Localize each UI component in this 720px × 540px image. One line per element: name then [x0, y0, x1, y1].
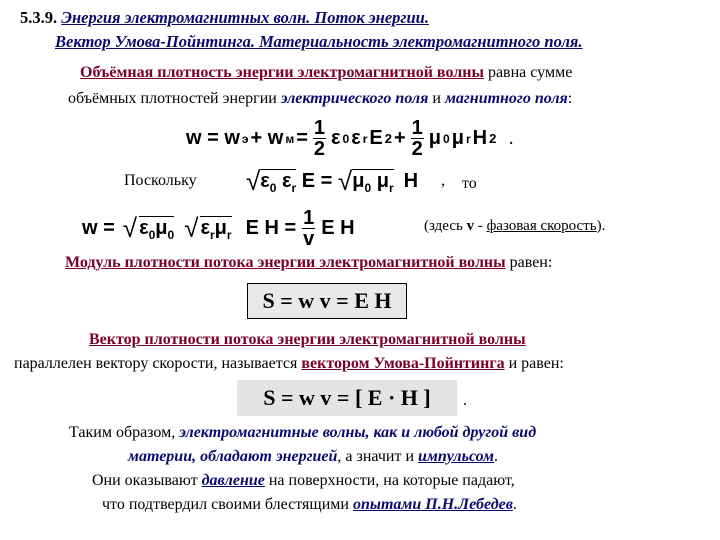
sqrt-content-2 — [352, 169, 393, 195]
formula-part: μ — [155, 216, 168, 239]
paragraph-poynting-vector — [89, 331, 526, 349]
term-pressure: давление — [201, 472, 265, 489]
text: : — [567, 90, 573, 107]
numerator: 1 — [411, 117, 423, 139]
text: , а значит и — [337, 448, 418, 465]
text: v — [466, 218, 475, 234]
formula-part: μ — [428, 127, 442, 149]
text: Таким образом, — [69, 424, 180, 441]
formula-part: μ — [376, 169, 389, 192]
sqrt-icon: √ — [246, 166, 261, 196]
formula-part: E — [369, 127, 383, 149]
numerator: 1 — [313, 117, 326, 139]
formula-part: + — [393, 127, 406, 149]
conclusion-line-2 — [128, 448, 498, 466]
paragraph-energy-density-2 — [68, 90, 572, 108]
formula-part: E H = — [245, 217, 297, 239]
formula-box-dot: . — [463, 392, 467, 409]
formula-part: μ — [352, 169, 365, 192]
formula-part: . — [508, 127, 514, 149]
subscript: r — [388, 180, 394, 195]
subscript: r — [209, 227, 215, 242]
formula-e-h-relation — [246, 166, 418, 197]
note-phase-velocity — [424, 218, 605, 235]
formula-part: ε — [200, 216, 210, 239]
term-phase-velocity: фазовая скорость — [486, 218, 597, 234]
denominator: v — [303, 228, 315, 250]
formula-part: μ — [214, 216, 227, 239]
then-label: то — [462, 175, 477, 192]
formula-part: μ — [451, 127, 464, 149]
conclusion-line-4 — [102, 496, 517, 514]
subscript: r — [291, 180, 297, 195]
superscript: 2 — [384, 131, 392, 146]
formula-box-vector-s — [237, 380, 457, 416]
text: ). — [596, 218, 606, 234]
text: объёмных плотностей энергии — [68, 90, 281, 107]
conclusion-line-3 — [92, 472, 515, 490]
text: равен: — [505, 254, 553, 271]
sqrt-icon: √ — [184, 213, 199, 243]
formula-part: H — [403, 170, 419, 192]
term-electric-field: электрического поля — [280, 90, 429, 107]
section-number: 5.3.9. — [20, 8, 58, 27]
sqrt-content-4 — [200, 216, 231, 242]
formula-part: ε — [282, 169, 292, 192]
sqrt-icon: √ — [337, 166, 353, 196]
subscript: r — [465, 131, 471, 146]
term-lebedev-experiments: опытами П.Н.Лебедев — [352, 496, 513, 513]
text: - — [474, 218, 487, 234]
text: . — [512, 496, 517, 513]
formula-energy-density — [186, 118, 514, 159]
term-umov-poynting: вектором Умова-Пойнтинга — [301, 355, 505, 372]
term-magnetic-field: магнитного поля — [444, 90, 568, 107]
subscript: 0 — [167, 227, 175, 242]
text-italic: материи, обладают энергией — [128, 448, 338, 465]
text: . — [494, 448, 499, 465]
formula-part: + w — [250, 127, 284, 149]
text: и — [428, 90, 445, 107]
formula-part: ε — [351, 127, 361, 149]
formula-vector-s: S = w v = [ E · H ] — [263, 385, 431, 410]
formula-part: H — [472, 127, 488, 149]
text-italic: электромагнитные волны, как и любой другой вид — [179, 424, 537, 441]
text: и равен: — [504, 355, 564, 372]
formula-s: S = w v = E H — [262, 288, 392, 313]
denominator: 2 — [313, 138, 326, 160]
term-momentum: импульсом — [418, 448, 495, 465]
heading-title-1: Энергия электромагнитных волн. Поток энергии. — [61, 8, 429, 27]
formula-part: ε — [139, 216, 149, 239]
formula-box-s — [247, 283, 407, 319]
since-label: Поскольку — [124, 172, 197, 189]
since-comma: , — [441, 172, 445, 189]
fraction-half-2 — [411, 118, 424, 159]
fraction-one-over-v — [302, 208, 315, 249]
text: Они оказывают — [92, 472, 202, 489]
numerator: 1 — [303, 207, 315, 229]
subscript: 0 — [269, 180, 277, 195]
heading-line-1 — [20, 8, 429, 28]
subscript: r — [362, 131, 368, 146]
formula-part: w = — [82, 217, 115, 239]
formula-part: = — [296, 127, 308, 149]
subscript: 0 — [364, 180, 372, 195]
text: на поверхности, на которые падают, — [264, 472, 515, 489]
paragraph-poynting-vector-2 — [14, 355, 564, 373]
text: равна сумме — [483, 64, 573, 81]
subscript: 0 — [443, 131, 450, 146]
denominator: 2 — [411, 138, 423, 160]
formula-part: w = w — [186, 127, 240, 149]
heading-line-2 — [55, 32, 583, 52]
formula-part: E = — [296, 170, 338, 192]
formula-w-expression — [82, 208, 355, 249]
term-flux-modulus: Модуль плотности потока энергии электромагнитной волны — [65, 254, 506, 271]
sqrt-content-1 — [260, 169, 296, 195]
text: что подтвердил своими блестящими — [102, 496, 353, 513]
sqrt-content-3 — [139, 216, 174, 242]
formula-part: ε — [331, 127, 341, 149]
subscript: м — [285, 131, 295, 146]
sqrt-icon: √ — [122, 213, 138, 243]
formula-part: ε — [260, 169, 270, 192]
subscript: 0 — [342, 131, 350, 146]
text: (здесь — [424, 218, 467, 234]
term-energy-density: Объёмная плотность энергии электромагнитной волны — [80, 64, 484, 81]
subscript: э — [241, 131, 249, 146]
heading-title-2: Вектор Умова-Пойнтинга. Материальность электромагнитного поля. — [55, 32, 583, 51]
formula-part: E H — [321, 217, 355, 239]
paragraph-energy-density — [80, 64, 572, 82]
term-flux-vector: Вектор плотности потока энергии электромагнитной волны — [89, 331, 526, 348]
subscript: 0 — [148, 227, 156, 242]
superscript: 2 — [489, 131, 497, 146]
subscript: r — [226, 227, 232, 242]
conclusion-line-1 — [69, 424, 536, 442]
fraction-half — [313, 118, 326, 159]
paragraph-flux-modulus — [65, 254, 552, 272]
text: параллелен вектору скорости, называется — [14, 355, 302, 372]
